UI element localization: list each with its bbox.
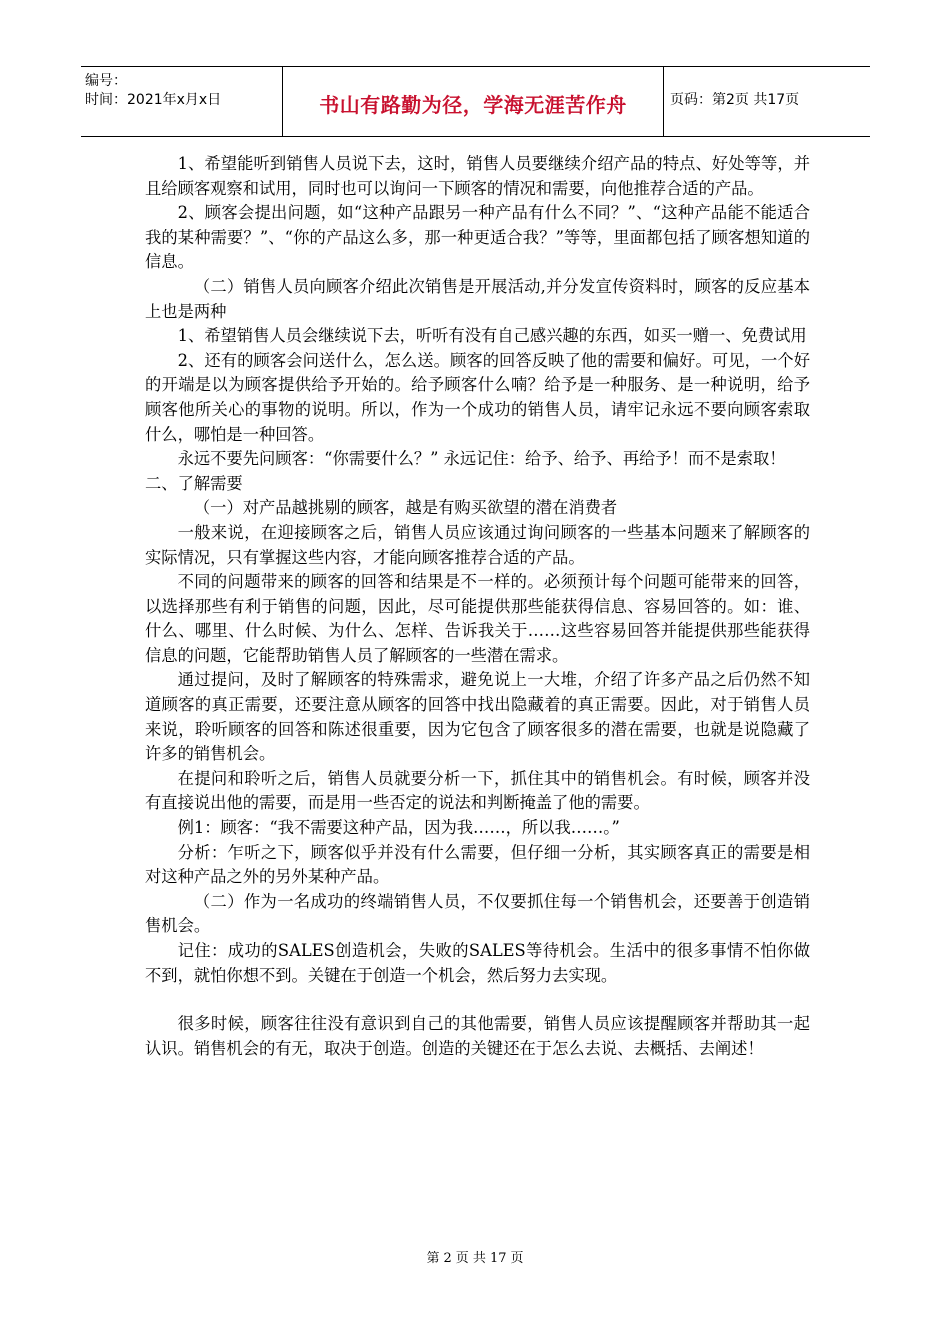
- paragraph: 一般来说，在迎接顾客之后，销售人员应该通过询问顾客的一些基本问题来了解顾客的实际情况，只有掌握这些内容，才能向顾客推荐合适的产品。: [145, 522, 810, 567]
- header-info-cell: [81, 67, 283, 136]
- header-motto: 书山有路勤为径，学海无涯苦作舟: [319, 93, 627, 117]
- paragraph: （二）销售人员向顾客介绍此次销售是开展活动,并分发宣传资料时，顾客的反应基本上也是两种: [145, 276, 810, 321]
- paragraph: 在提问和聆听之后，销售人员就要分析一下，抓住其中的销售机会。有时候，顾客并没有直接说出他的需要，而是用一些否定的说法和判断掩盖了他的需要。: [145, 768, 810, 813]
- paragraph: （二）作为一名成功的终端销售人员，不仅要抓住每一个销售机会，还要善于创造销售机会。: [145, 891, 810, 936]
- header-page-cell: [664, 67, 870, 136]
- header-motto-cell: [283, 67, 664, 136]
- paragraph: 例1：顾客：“我不需要这种产品，因为我……，所以我……。”: [177, 818, 620, 838]
- footer-total: 17: [489, 1251, 507, 1266]
- footer-suffix: 页: [510, 1251, 524, 1266]
- paragraph: 很多时候，顾客往往没有意识到自己的其他需要，销售人员应该提醒顾客并帮助其一起认识。销售机会的有无，取决于创造。创造的关键还在于怎么去说、去概括、去阐述！: [145, 1014, 810, 1058]
- page-footer: [0, 1247, 950, 1266]
- footer-middle: 页 共: [455, 1251, 486, 1266]
- paragraph: 1、希望销售人员会继续说下去，听听有没有自己感兴趣的东西，如买一赠一、免费试用: [177, 326, 807, 346]
- paragraph: 1、希望能听到销售人员说下去，这时，销售人员要继续介绍产品的特点、好处等等，并且给顾客观察和试用，同时也可以询问一下顾客的情况和需要，向他推荐合适的产品。: [145, 154, 810, 198]
- paragraph: 2、顾客会提出问题，如“这种产品跟另一种产品有什么不同？”、“这种产品能不能适合我的某种需要？”、“你的产品这么多，那一种更适合我？”等等，里面都包括了顾客想知道的信息。: [145, 203, 810, 272]
- paragraph: 2、还有的顾客会问送什么，怎么送。顾客的回答反映了他的需要和偏好。可见，一个好的开端是以为顾客提供给予开始的。给予顾客什么喃？给予是一种服务、是一种说明，给予顾客他所关心的事物的说明。所以，作为一个成功的销售人员，请牢记永远不要向顾客索取什么，哪怕是一种回答。: [145, 350, 810, 444]
- footer-page: 2: [443, 1251, 452, 1266]
- paragraph-gap: [145, 988, 810, 1012]
- document-body: [145, 152, 810, 1061]
- footer-prefix: 第: [426, 1251, 440, 1266]
- page-header: [81, 66, 870, 137]
- paragraph: 分析：乍听之下，顾客似乎并没有什么需要，但仔细一分析，其实顾客真正的需要是相对这种产品之外的另外某种产品。: [145, 842, 810, 887]
- section-heading: 二、了解需要: [145, 473, 243, 493]
- paragraph: 不同的问题带来的顾客的回答和结果是不一样的。必须预计每个问题可能带来的回答，以选择那些有利于销售的问题，因此，尽可能提供那些能获得信息、容易回答的。如：谁、什么、哪里、什么时候、为什么、怎样、告诉我关于……这些容易回答并能提供那些能获得信息的问题，它能帮助销售人员了解顾客的一些潜在需求。: [145, 572, 810, 665]
- paragraph: 记住：成功的SALES创造机会，失败的SALES等待机会。生活中的很多事情不怕你做不到，就怕你想不到。关键在于创造一个机会，然后努力去实现。: [145, 941, 810, 985]
- paragraph: （一）对产品越挑剔的顾客，越是有购买欲望的潜在消费者: [193, 498, 618, 518]
- document-date: 时间：2021年x月x日: [85, 92, 222, 108]
- paragraph: 通过提问，及时了解顾客的特殊需求，避免说上一大堆，介绍了许多产品之后仍然不知道顾客的真正需要，还要注意从顾客的回答中找出隐藏着的真正需要。因此，对于销售人员来说，聆听顾客的回答和陈述很重要，因为它包含了顾客很多的潜在需要，也就是说隐藏了许多的销售机会。: [145, 670, 810, 764]
- paragraph: 永远不要先问顾客：“你需要什么？” 永远记住：给予、给予、再给予！而不是索取！: [177, 449, 786, 469]
- header-page-number: 页码：第2页 共17页: [670, 92, 800, 108]
- document-number: 编号：: [85, 73, 127, 89]
